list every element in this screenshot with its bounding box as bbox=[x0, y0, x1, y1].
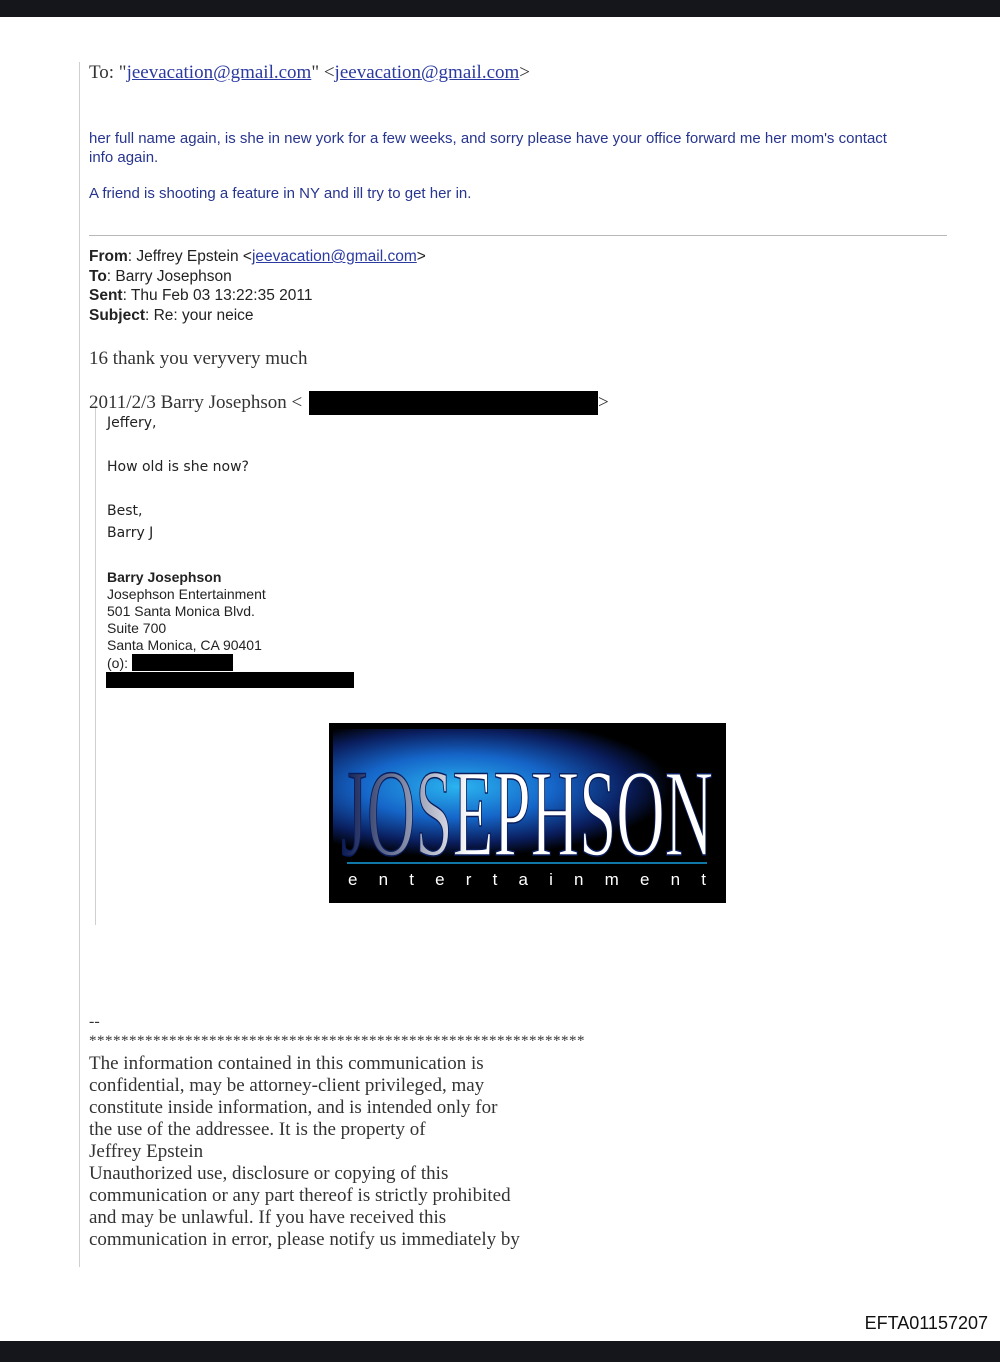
disclaimer-line: The information contained in this communication is bbox=[89, 1053, 484, 1074]
subject-line: Subject: Re: your neice bbox=[89, 307, 254, 324]
to-label: To: " bbox=[89, 62, 127, 83]
body-line-3: A friend is shooting a feature in NY and ill try to get her in. bbox=[89, 185, 472, 202]
header-divider bbox=[89, 235, 947, 236]
disclaimer-line: constitute inside information, and is intended only for bbox=[89, 1097, 498, 1118]
document-id: EFTA01157207 bbox=[864, 1313, 988, 1333]
signature-phone-label: (o): bbox=[107, 655, 128, 671]
quoted-closing: Best, bbox=[107, 503, 143, 519]
disclaimer-line: communication in error, please notify us immediately by bbox=[89, 1229, 520, 1250]
sent-line: Sent: Thu Feb 03 13:22:35 2011 bbox=[89, 287, 313, 304]
reply-line: 16 thank you veryvery much bbox=[89, 348, 308, 369]
quote-border-outer bbox=[79, 62, 80, 1267]
disclaimer-line: confidential, may be attorney-client privileged, may bbox=[89, 1075, 485, 1096]
signature-street: 501 Santa Monica Blvd. bbox=[107, 603, 255, 619]
to-line: To: "jeevacation@gmail.com" <jeevacation@gmail.com> bbox=[89, 62, 530, 83]
quoted-question: How old is she now? bbox=[107, 459, 249, 475]
top-black-bar bbox=[0, 0, 1000, 17]
disclaimer-dash: -- bbox=[89, 1013, 100, 1030]
quote-border-inner bbox=[95, 405, 96, 925]
body-line-1: her full name again, is she in new york for a few weeks, and sorry please have your office forward me her mom's contact bbox=[89, 130, 887, 147]
disclaimer-line: the use of the addressee. It is the property of bbox=[89, 1119, 426, 1140]
quoted-greeting: Jeffery, bbox=[107, 415, 157, 431]
disclaimer-line: Jeffrey Epstein bbox=[89, 1141, 204, 1162]
signature-name: Barry Josephson bbox=[107, 569, 222, 585]
josephson-logo bbox=[329, 723, 726, 903]
disclaimer-stars: ************************************************************** bbox=[89, 1033, 585, 1049]
redaction-extra-line bbox=[106, 672, 354, 688]
from-email-link[interactable]: jeevacation@gmail.com bbox=[251, 248, 417, 265]
quote-header-end: > bbox=[598, 392, 609, 413]
to-email-link-2[interactable]: jeevacation@gmail.com bbox=[334, 62, 520, 83]
logo-wordmark: JOSEPHSON bbox=[341, 745, 713, 882]
redaction-email bbox=[309, 391, 598, 415]
disclaimer-line: communication or any part thereof is strictly prohibited bbox=[89, 1185, 511, 1206]
signature-company: Josephson Entertainment bbox=[107, 586, 266, 602]
quote-header-start: 2011/2/3 Barry Josephson < bbox=[89, 392, 303, 413]
to-header-line: To: Barry Josephson bbox=[89, 268, 232, 285]
bottom-black-bar bbox=[0, 1341, 1000, 1362]
signature-city: Santa Monica, CA 90401 bbox=[107, 637, 262, 653]
disclaimer-line: and may be unlawful. If you have received this bbox=[89, 1207, 447, 1228]
body-line-2: info again. bbox=[89, 149, 159, 166]
logo-subtitle: e n t e r t a i n m e n t bbox=[348, 870, 706, 889]
to-email-link[interactable]: jeevacation@gmail.com bbox=[126, 62, 312, 83]
signature-suite: Suite 700 bbox=[107, 620, 167, 636]
from-line: From: Jeffrey Epstein <jeevacation@gmail.com> bbox=[89, 248, 426, 265]
redaction-phone bbox=[132, 654, 233, 671]
quoted-sign: Barry J bbox=[107, 525, 154, 541]
disclaimer-line: Unauthorized use, disclosure or copying of this bbox=[89, 1163, 449, 1184]
logo-graphic bbox=[329, 723, 726, 903]
